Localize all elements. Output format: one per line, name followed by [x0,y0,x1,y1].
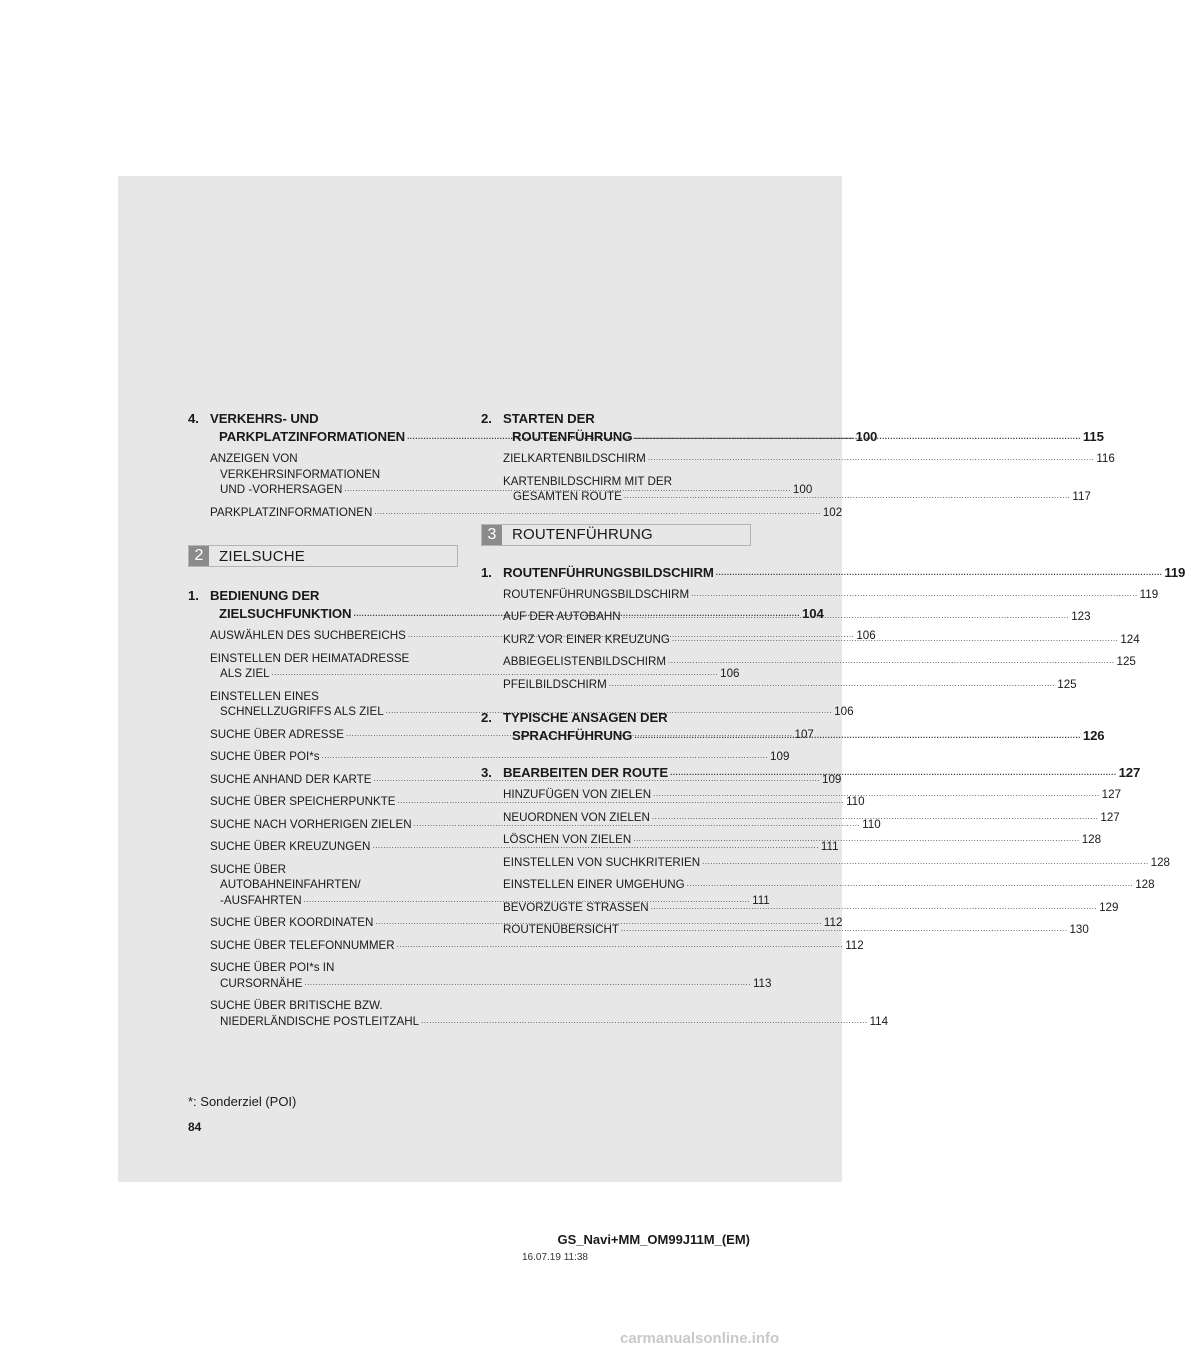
page-number: 84 [188,1120,202,1134]
toc-entry-label: CURSORNÄHE [220,976,303,990]
page-ref: 127 [1101,788,1122,801]
toc-entry-line: SUCHE ÜBER POI*s IN [210,961,335,974]
toc-entry-label: SUCHE ÜBER TELEFONNUMMER [210,938,395,952]
watermark: carmanualsonline.info [620,1330,780,1347]
toc-entry-label: -AUSFAHRTEN [220,893,302,907]
leader-dots [609,675,1056,692]
section-header-box [481,524,751,546]
chapter-title-line: ROUTENFÜHRUNGSBILDSCHIRM [503,564,714,580]
chapter-title-line: VERKEHRS- UND [210,411,319,426]
chapter-number: 2. [481,710,492,725]
page-ref: 124 [1120,632,1140,646]
leader-dots [668,652,1115,669]
page-ref: 128 [1135,878,1155,891]
leader-dots [634,725,1081,745]
toc-entry-label: SUCHE ÜBER SPEICHERPUNKTE [210,795,396,808]
leader-dots [624,487,1071,504]
toc-entry-label: SUCHE NACH VORHERIGEN ZIELEN [210,817,412,831]
page-ref: 112 [823,916,843,929]
toc-entry[interactable] [210,998,889,1030]
leader-dots [687,875,1134,892]
toc-entry[interactable] [503,855,1170,872]
section-number: 2 [189,546,209,566]
leader-dots [670,762,1117,782]
page-ref: 106 [720,667,740,680]
toc-entry[interactable] [503,451,1115,468]
toc-entry-label: UND -VORHERSAGEN [220,483,343,496]
leader-dots [633,830,1080,847]
page-ref: 110 [862,817,881,831]
toc-entry-label: SUCHE ÜBER KREUZUNGEN [210,840,371,853]
toc-entry-label: KURZ VOR EINER KREUZUNG [503,632,670,646]
page-ref: 107 [794,727,814,741]
leader-dots [653,785,1100,802]
page-ref: 110 [846,795,865,808]
page-ref: 130 [1069,923,1089,936]
chapter-number: 3. [481,765,492,780]
section-number: 3 [482,525,502,545]
toc-entry-label: AUSWÄHLEN DES SUCHBEREICHS [210,629,406,642]
chapter-number: 2. [481,411,492,426]
chapter-title-line: STARTEN DER [503,411,595,426]
toc-entry[interactable] [503,654,1136,671]
page-ref: 106 [834,705,854,718]
toc-entry-label: ALS ZIEL [220,667,270,680]
page-ref: 127 [1118,765,1141,780]
page-ref: 128 [1081,833,1102,846]
chapter-number: 4. [188,411,199,426]
toc-entry-label: SUCHE ÜBER KOORDINATEN [210,916,374,929]
page-ref: 102 [822,505,843,519]
chapter-number: 1. [188,588,199,603]
page-ref: 125 [1057,677,1077,691]
toc-entry-label: EINSTELLEN VON SUCHKRITERIEN [503,855,701,869]
page-ref: 116 [1096,452,1115,465]
footnote: *: Sonderziel (POI) [188,1094,297,1109]
toc-entry-label: GESAMTEN ROUTE [513,490,622,503]
toc-entry-line: SUCHE ÜBER [210,862,287,876]
toc-entry-label: ABBIEGELISTENBILDSCHIRM [503,655,666,668]
chapter-title-line: ROUTENFÜHRUNG [512,429,633,444]
page-ref: 117 [1072,490,1091,503]
toc-entry-line: ANZEIGEN VON [210,452,298,465]
toc-entry-label: PARKPLATZINFORMATIONEN [210,505,373,519]
toc-entry[interactable] [503,587,1159,604]
page-ref: 114 [869,1014,889,1028]
page-ref: 109 [770,750,790,763]
leader-dots [652,808,1099,825]
chapter-title-line: BEDIENUNG DER [210,588,320,603]
chapter-title-line: ZIELSUCHFUNKTION [219,606,352,621]
page-ref: 113 [752,976,772,990]
chapter-title-line: PARKPLATZINFORMATIONEN [219,429,406,444]
toc-entry-label: ROUTENÜBERSICHT [503,923,619,936]
page-ref: 129 [1099,900,1119,914]
leader-dots [716,562,1163,582]
leader-dots [621,920,1068,937]
toc-entry-label: EINSTELLEN EINER UMGEHUNG [503,878,685,891]
toc-entry[interactable] [210,505,843,522]
leader-dots [304,974,751,991]
document-id: GS_Navi+MM_OM99J11M_(EM) [557,1232,750,1247]
toc-entry-label: SUCHE ANHAND DER KARTE [210,772,372,786]
page-ref: 115 [1082,429,1104,444]
chapter-number: 1. [481,564,492,580]
document-timestamp: 16.07.19 11:38 [522,1252,588,1263]
toc-entry-label: LÖSCHEN VON ZIELEN [503,833,632,846]
toc-entry-label: NEUORDNEN VON ZIELEN [503,810,650,824]
toc-entry-label: ROUTENFÜHRUNGSBILDSCHIRM [503,587,690,601]
toc-entry-label: SUCHE ÜBER POI*s [210,750,320,763]
chapter-title-line: TYPISCHE ANSAGEN DER [503,710,668,725]
toc-entry-label: AUF DER AUTOBAHN [503,610,621,623]
toc-entry-label: SCHNELLZUGRIFFS ALS ZIEL [220,705,384,718]
chapter-heading[interactable] [481,564,1185,584]
toc-entry-label: NIEDERLÄNDISCHE POSTLEITZAHL [220,1014,420,1028]
page-ref: 109 [822,772,842,786]
toc-entry[interactable] [503,877,1155,894]
toc-entry-label: PFEILBILDSCHIRM [503,677,607,691]
page-ref: 111 [752,893,770,907]
leader-dots [691,585,1138,602]
section-title: ROUTENFÜHRUNG [512,526,653,543]
leader-dots [702,853,1149,870]
toc-entry[interactable] [210,960,772,992]
page-ref: 100 [855,429,878,444]
toc-entry-line: SUCHE ÜBER BRITISCHE BZW. [210,999,383,1012]
toc-entry[interactable] [210,938,864,955]
page-ref: 119 [1164,564,1185,580]
page-ref: 126 [1082,728,1105,743]
page-ref: 119 [1139,587,1159,601]
leader-dots [648,449,1095,466]
page-ref: 123 [1071,610,1091,623]
toc-entry-line: KARTENBILDSCHIRM MIT DER [503,474,672,488]
page-ref: 127 [1100,810,1120,824]
chapter-title-line: BEARBEITEN DER ROUTE [503,765,669,780]
leader-dots [421,1012,868,1029]
toc-entry-label: SUCHE ÜBER ADRESSE [210,727,345,741]
toc-entry[interactable] [503,677,1077,694]
toc-entry-line: EINSTELLEN EINES [210,689,319,703]
page-ref: 111 [820,840,839,853]
leader-dots [634,426,1081,446]
page-ref: 125 [1116,655,1136,668]
toc-entry-line: AUTOBAHNEINFAHRTEN/ [220,878,361,891]
toc-entry-line: VERKEHRSINFORMATIONEN [220,467,381,481]
toc-entry-label: BEVORZUGTE STRASSEN [503,900,649,914]
section-header-box [188,545,458,567]
page-ref: 128 [1150,855,1170,869]
toc-entry-line: EINSTELLEN DER HEIMATADRESSE [210,651,410,665]
toc-entry[interactable] [210,749,790,766]
leader-dots [651,898,1098,915]
page-ref: 106 [856,629,876,642]
leader-dots [623,607,1070,624]
page-ref: 112 [845,938,864,952]
section-title: ZIELSUCHE [219,547,305,565]
leader-dots [672,630,1119,647]
toc-entry-label: ZIELKARTENBILDSCHIRM [503,452,646,465]
page-ref: 104 [801,606,824,621]
page-ref: 100 [792,483,813,496]
toc-entry-label: HINZUFÜGEN VON ZIELEN [503,788,652,801]
chapter-title-line: SPRACHFÜHRUNG [512,728,633,743]
